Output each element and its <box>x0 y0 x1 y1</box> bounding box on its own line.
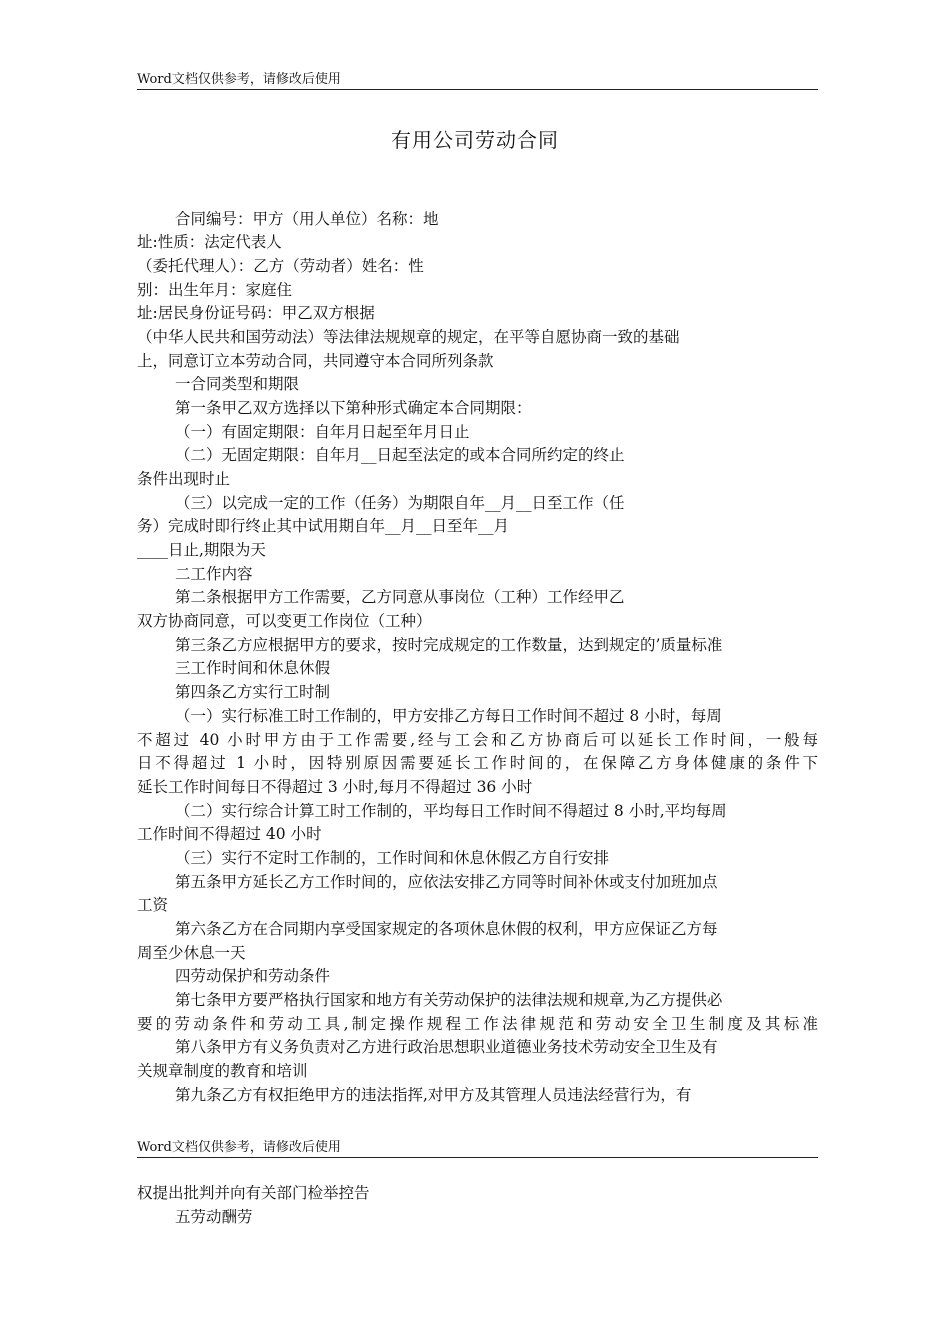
body-line: （委托代理人）：乙方（劳动者）姓名：性 <box>137 257 424 275</box>
body-line: 工作时间不得超过 40 小时 <box>137 825 322 843</box>
body-line: 第四条乙方实行工时制 <box>175 683 331 701</box>
body-line: （一）实行标准工时工作制的，甲方安排乙方每日工作时间不超过 8 小时，每周 <box>175 707 722 725</box>
body-line: 址:居民身份证号码：甲乙双方根据 <box>137 304 375 322</box>
body-line: （三）实行不定时工作制的，工作时间和休息休假乙方自行安排 <box>175 849 610 867</box>
section-heading: 四劳动保护和劳动条件 <box>175 967 331 985</box>
body-line: 权提出批判并向有关部门检举控告 <box>137 1184 370 1202</box>
body-line: 别：出生年月：家庭住 <box>137 281 293 299</box>
body-line: 上，同意订立本劳动合同，共同遵守本合同所列条款 <box>137 352 494 370</box>
body-line: 日不得超过 1 小时，因特别原因需要延长工作时间的，在保障乙方身体健康的条件下 <box>137 754 818 772</box>
section-heading: 一合同类型和期限 <box>175 375 300 393</box>
body-line: （中华人民共和国劳动法）等法律法规规章的规定，在平等自愿协商一致的基础 <box>137 328 680 346</box>
section-heading: 三工作时间和休息休假 <box>175 659 331 677</box>
page-header: Word文档仅供参考，请修改后使用 <box>137 1140 818 1158</box>
body-line: 关规章制度的教育和培训 <box>137 1062 308 1080</box>
body-line: 第二条根据甲方工作需要，乙方同意从事岗位（工种）工作经甲乙 <box>175 588 625 606</box>
section-heading: 二工作内容 <box>175 565 253 583</box>
body-line: ____日止,期限为天 <box>137 541 266 559</box>
body-line: 务）完成时即行终止其中试用期自年__月__日至年__月 <box>137 517 510 535</box>
body-line: 第九条乙方有权拒绝甲方的违法指挥,对甲方及其管理人员违法经营行为，有 <box>175 1086 692 1104</box>
body-line: 第五条甲方延长乙方工作时间的，应依法安排乙方同等时间补休或支付加班加点 <box>175 873 718 891</box>
body-line: 址:性质：法定代表人 <box>137 233 282 251</box>
body-line: 合同编号：甲方（用人单位）名称：地 <box>175 210 439 228</box>
body-line: 周至少休息一天 <box>137 944 246 962</box>
body-line: （三）以完成一定的工作（任务）为期限自年__月__日至工作（任 <box>175 494 625 512</box>
body-line: 不超过 40 小时甲方由于工作需要,经与工会和乙方协商后可以延长工作时间，一般每 <box>137 731 818 749</box>
body-line: 第七条甲方要严格执行国家和地方有关劳动保护的法律法规和规章,为乙方提供必 <box>175 991 723 1009</box>
body-line: 第一条甲乙双方选择以下第种形式确定本合同期限： <box>175 399 532 417</box>
section-heading: 五劳动酬劳 <box>175 1208 253 1226</box>
body-line: （二）实行综合计算工时工作制的，平均每日工作时间不得超过 8 小时,平均每周 <box>175 802 727 820</box>
body-line: 延长工作时间每日不得超过 3 小时,每月不得超过 36 小时 <box>137 778 533 796</box>
body-line: （一）有固定期限：自年月日起至年月日止 <box>175 423 470 441</box>
body-line: 工资 <box>137 896 169 914</box>
body-line: 第八条甲方有义务负责对乙方进行政治思想职业道德业务技术劳动安全卫生及有 <box>175 1038 718 1056</box>
document-title: 有用公司劳动合同 <box>391 128 559 152</box>
body-line: 要的劳动条件和劳动工具,制定操作规程工作法律规范和劳动安全卫生制度及其标准 <box>137 1015 818 1033</box>
body-line: （二）无固定期限：自年月__日起至法定的或本合同所约定的终止 <box>175 446 625 464</box>
body-line: 双方协商同意，可以变更工作岗位（工种） <box>137 612 432 630</box>
body-line: 第三条乙方应根据甲方的要求，按时完成规定的工作数量，达到规定的’质量标准 <box>175 636 723 654</box>
body-line: 第六条乙方在合同期内享受国家规定的各项休息休假的权利，甲方应保证乙方每 <box>175 920 718 938</box>
page-header: Word文档仅供参考，请修改后使用 <box>137 72 818 90</box>
body-line: 条件出现时止 <box>137 470 231 488</box>
